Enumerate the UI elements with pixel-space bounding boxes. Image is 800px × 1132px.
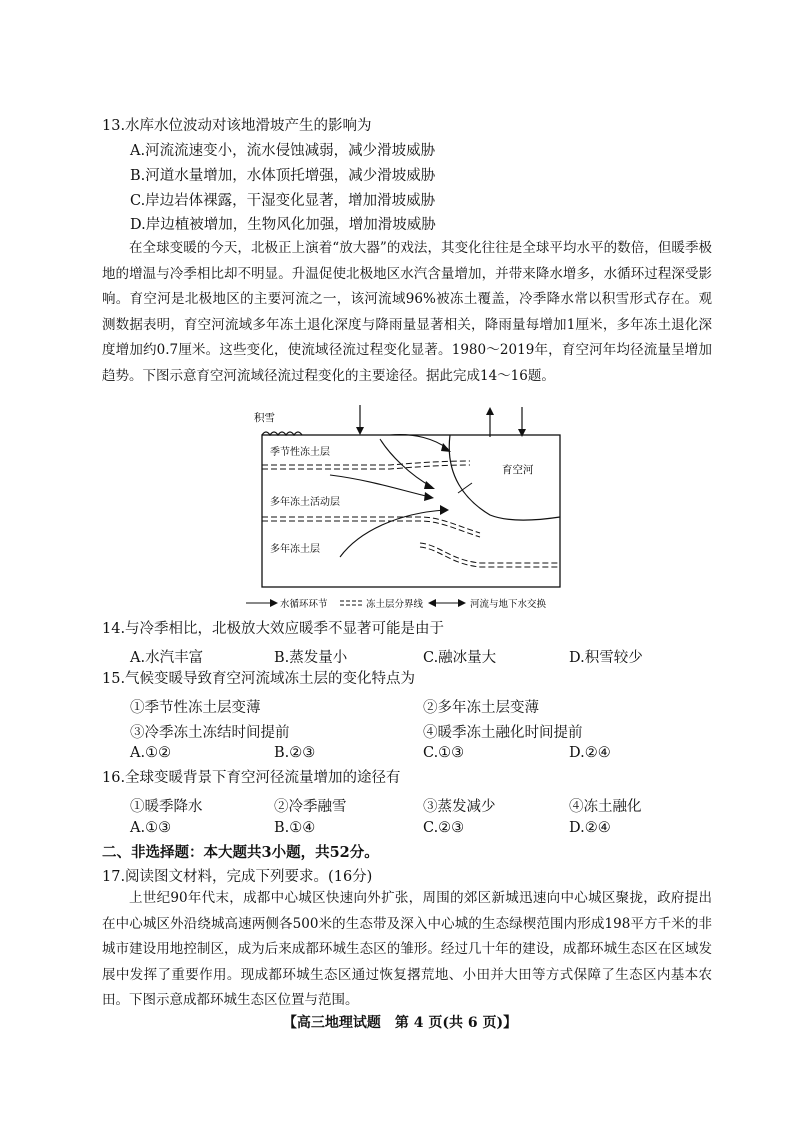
legend-boundary-label: 冻土层分界线 [366, 599, 424, 610]
material-text: 在全球变暖的今天，北极正上演着“放大器”的戏法，其变化往往是全球平均水平的数倍，但暖季极地的增温与冷季相比却不明显。升温促使北极地区水汽含量增加，并带来降水增多，水循环过程深受影响。育空河是北极地区的主要河流之一，该河流域96%被冻土覆盖，冷季降水常以积雪形式存在。观测数据表明，育空河流域多年冻土退化深度与降雨量显著相关，降雨量每增加1厘米，多年冻土退化深度增加约0.7厘米。这些变化，使流域径流过程变化显著。1980～2019年，育空河年均径流量呈增加趋势。下图示意育空河流域径流过程变化的主要途径。据此完成14～16题。 [102, 240, 712, 384]
q16-stem: 16.全球变暖背景下育空河径流量增加的途径有 [102, 770, 401, 786]
q16-item-1: ①暖季降水 [130, 799, 203, 815]
q13-stem: 13.水库水位波动对该地滑坡产生的影响为 [102, 118, 372, 134]
q16-option-a: A.①③ [130, 820, 172, 836]
q14-option-a: A.水汽丰富 [130, 650, 204, 666]
q15-option-b: B.②③ [274, 745, 316, 761]
q15-item-1: ①季节性冻土层变薄 [130, 700, 261, 716]
active-layer-label: 多年冻土活动层 [270, 497, 340, 508]
page-footer: 【高三地理试题 第 4 页(共 6 页)】 [282, 1015, 518, 1031]
runoff-diagram-svg [240, 405, 570, 615]
q16-option-c: C.②③ [423, 820, 465, 836]
material-paragraph [102, 236, 712, 389]
snow-label: 积雪 [254, 412, 275, 424]
q13-option-d: D.岸边植被增加，生物风化加强，增加滑坡威胁 [130, 217, 436, 233]
q15-option-a: A.①② [130, 745, 172, 761]
q13-option-a: A.河流流速变小，流水侵蚀减弱，减少滑坡威胁 [130, 143, 436, 159]
q14-option-c: C.融冰量大 [423, 650, 497, 666]
q14-option-d: D.积雪较少 [569, 650, 643, 666]
runoff-diagram [240, 405, 570, 615]
q16-item-4: ④冻土融化 [569, 799, 642, 815]
permafrost-layer-label: 多年冻土层 [270, 544, 320, 555]
q15-option-d: D.②④ [569, 745, 611, 761]
q15-item-3: ③冷季冻土冻结时间提前 [130, 725, 290, 741]
q15-stem: 15.气候变暖导致育空河流域冻土层的变化特点为 [102, 671, 416, 687]
q17-stem: 17.阅读图文材料，完成下列要求。(16分) [102, 869, 373, 885]
seasonal-frozen-layer-label: 季节性冻土层 [270, 447, 330, 458]
q14-stem: 14.与冷季相比，北极放大效应暖季不显著可能是由于 [102, 621, 445, 637]
legend-exchange-label: 河流与地下水交换 [470, 599, 547, 610]
river-label: 育空河 [502, 464, 534, 476]
q16-option-b: B.①④ [274, 820, 316, 836]
q15-item-4: ④暖季冻土融化时间提前 [423, 725, 583, 741]
q17-paragraph [102, 886, 712, 1014]
q15-option-c: C.①③ [423, 745, 465, 761]
q14-option-b: B.蒸发量小 [274, 650, 348, 666]
q15-item-2: ②多年冻土层变薄 [423, 700, 539, 716]
q17-text: 上世纪90年代末，成都中心城区快速向外扩张，周围的郊区新城迅速向中心城区聚拢，政府提出在中心城区外沿绕城高速两侧各500米的生态带及深入中心城的生态绿楔范围内形成198平方千米的非城市建设用地控制区，成为后来成都环城生态区的雏形。经过几十年的建设，成都环城生态区在区域发展中发挥了重要作用。现成都环城生态区通过恢复撂荒地、小田并大田等方式保障了生态区内基本农田。下图示意成都环城生态区位置与范围。 [102, 890, 712, 1008]
q16-item-2: ②冷季融雪 [274, 799, 347, 815]
section-2-heading: 二、非选择题：本大题共3小题，共52分。 [102, 844, 379, 861]
q16-item-3: ③蒸发减少 [423, 799, 496, 815]
q13-option-b: B.河道水量增加，水体顶托增强，减少滑坡威胁 [130, 168, 436, 184]
q13-option-c: C.岸边岩体裸露，干湿变化显著，增加滑坡威胁 [130, 193, 436, 209]
q16-option-d: D.②④ [569, 820, 611, 836]
legend-flow-label: 水循环环节 [280, 599, 328, 610]
